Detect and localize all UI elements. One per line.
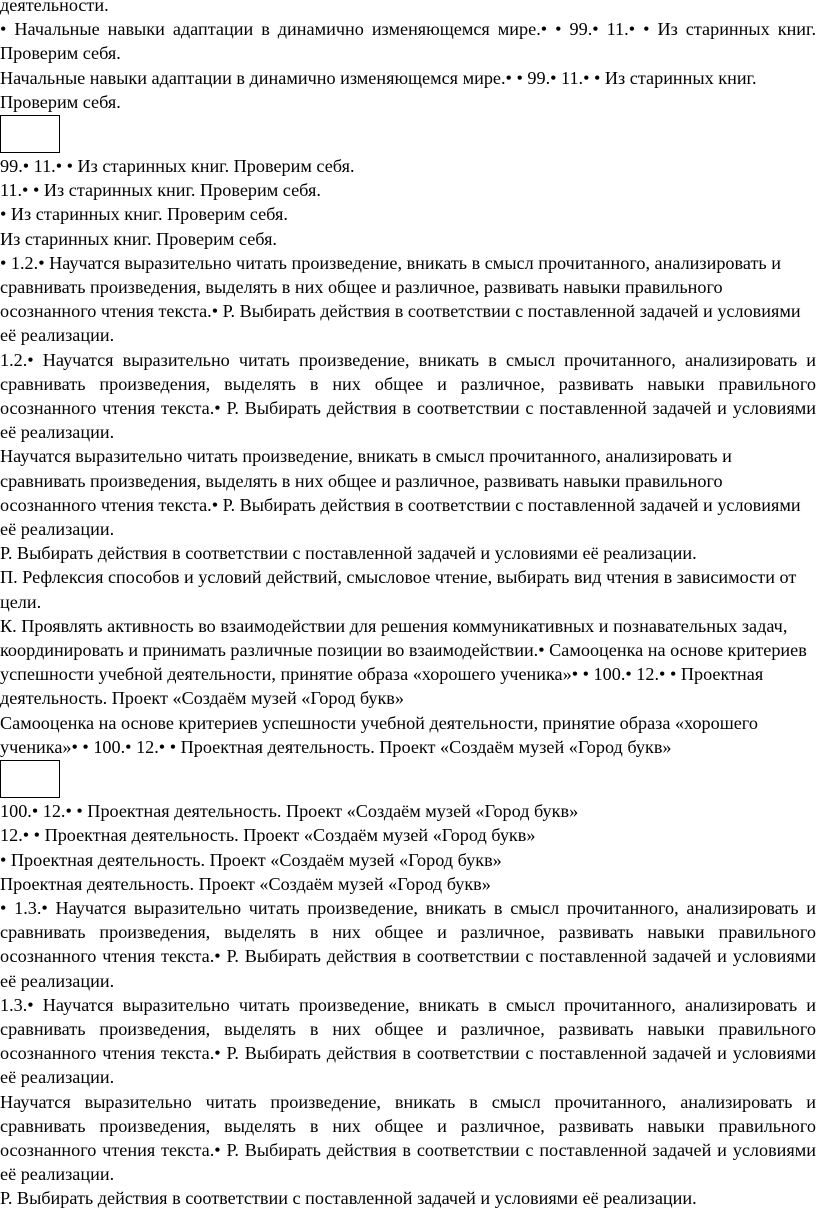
paragraph: • 1.2.• Научатся выразительно читать произведение, вникать в смысл прочитанного, анализировать и сравнивать произведения, выделять в них общее и различное, развивать навыки правильного осознанного чтения текста.• Р. Выбирать действия в соответствии с поставленной задачей и условиями её реализации. bbox=[0, 252, 801, 346]
empty-table-cell bbox=[0, 760, 60, 798]
paragraph: • Проектная деятельность. Проект «Создаём музей «Город букв» bbox=[0, 849, 502, 870]
paragraph: • 1.3.• Научатся выразительно читать произведение, вникать в смысл прочитанного, анализировать и сравнивать произведения, выделять в них общее и различное, развивать навыки правильного осознанного чтения текста.• Р. Выбирать действия в соответствии с поставленной задачей и условиями её реализации. bbox=[0, 897, 816, 991]
paragraph: Р. Выбирать действия в соответствии с поставленной задачей и условиями её реализации. bbox=[0, 543, 697, 564]
paragraph: 100.• 12.• • Проектная деятельность. Проект «Создаём музей «Город букв» bbox=[0, 801, 579, 822]
paragraph: деятельности. bbox=[0, 0, 109, 15]
paragraph: Научатся выразительно читать произведение, вникать в смысл прочитанного, анализировать и сравнивать произведения, выделять в них общее и различное, развивать навыки правильного осознанного чтения текста.• Р. Выбирать действия в соответствии с поставленной задачей и условиями её реализации. bbox=[0, 1091, 816, 1185]
paragraph: Проектная деятельность. Проект «Создаём музей «Город букв» bbox=[0, 873, 491, 894]
paragraph: 11.• • Из старинных книг. Проверим себя. bbox=[0, 180, 321, 201]
paragraph: Начальные навыки адаптации в динамично изменяющемся мире.• • 99.• 11.• • Из старинных книг. Проверим себя. bbox=[0, 67, 757, 112]
paragraph: 1.2.• Научатся выразительно читать произведение, вникать в смысл прочитанного, анализировать и сравнивать произведения, выделять в них общее и различное, развивать навыки правильного осознанного чтения текста.• Р. Выбирать действия в соответствии с поставленной задачей и условиями её реализации. bbox=[0, 349, 816, 443]
paragraph: 12.• • Проектная деятельность. Проект «Создаём музей «Город букв» bbox=[0, 825, 536, 846]
paragraph: К. Проявлять активность во взаимодействии для решения коммуникативных и познавательных задач, координировать и принимать различные позиции во взаимодействии.• Самооценка на основе критериев успешности учебной деятельности, принятие образа «хорошего ученика»• • 100.• 12.• • Проектная деятельность. Проект «Создаём музей «Город букв» bbox=[0, 615, 807, 709]
paragraph: • Начальные навыки адаптации в динамично изменяющемся мире.• • 99.• 11.• • Из старинных книг. Проверим себя. bbox=[0, 19, 816, 64]
paragraph: • Из старинных книг. Проверим себя. bbox=[0, 204, 288, 225]
paragraph: 99.• 11.• • Из старинных книг. Проверим себя. bbox=[0, 156, 355, 177]
paragraph: 1.3.• Научатся выразительно читать произведение, вникать в смысл прочитанного, анализировать и сравнивать произведения, выделять в них общее и различное, развивать навыки правильного осознанного чтения текста.• Р. Выбирать действия в соответствии с поставленной задачей и условиями её реализации. bbox=[0, 994, 816, 1088]
empty-table-cell bbox=[0, 115, 60, 153]
paragraph: Самооценка на основе критериев успешности учебной деятельности, принятие образа «хорошего ученика»• • 100.• 12.• • Проектная деятельность. Проект «Создаём музей «Город букв» bbox=[0, 712, 758, 757]
paragraph: П. Рефлексия способов и условий действий, смысловое чтение, выбирать вид чтения в зависимости от цели. bbox=[0, 567, 797, 612]
paragraph: Р. Выбирать действия в соответствии с поставленной задачей и условиями её реализации. bbox=[0, 1188, 697, 1209]
paragraph: Из старинных книг. Проверим себя. bbox=[0, 228, 277, 249]
paragraph: Научатся выразительно читать произведение, вникать в смысл прочитанного, анализировать и сравнивать произведения, выделять в них общее и различное, развивать навыки правильного осознанного чтения текста.• Р. Выбирать действия в соответствии с поставленной задачей и условиями её реализации. bbox=[0, 446, 801, 540]
